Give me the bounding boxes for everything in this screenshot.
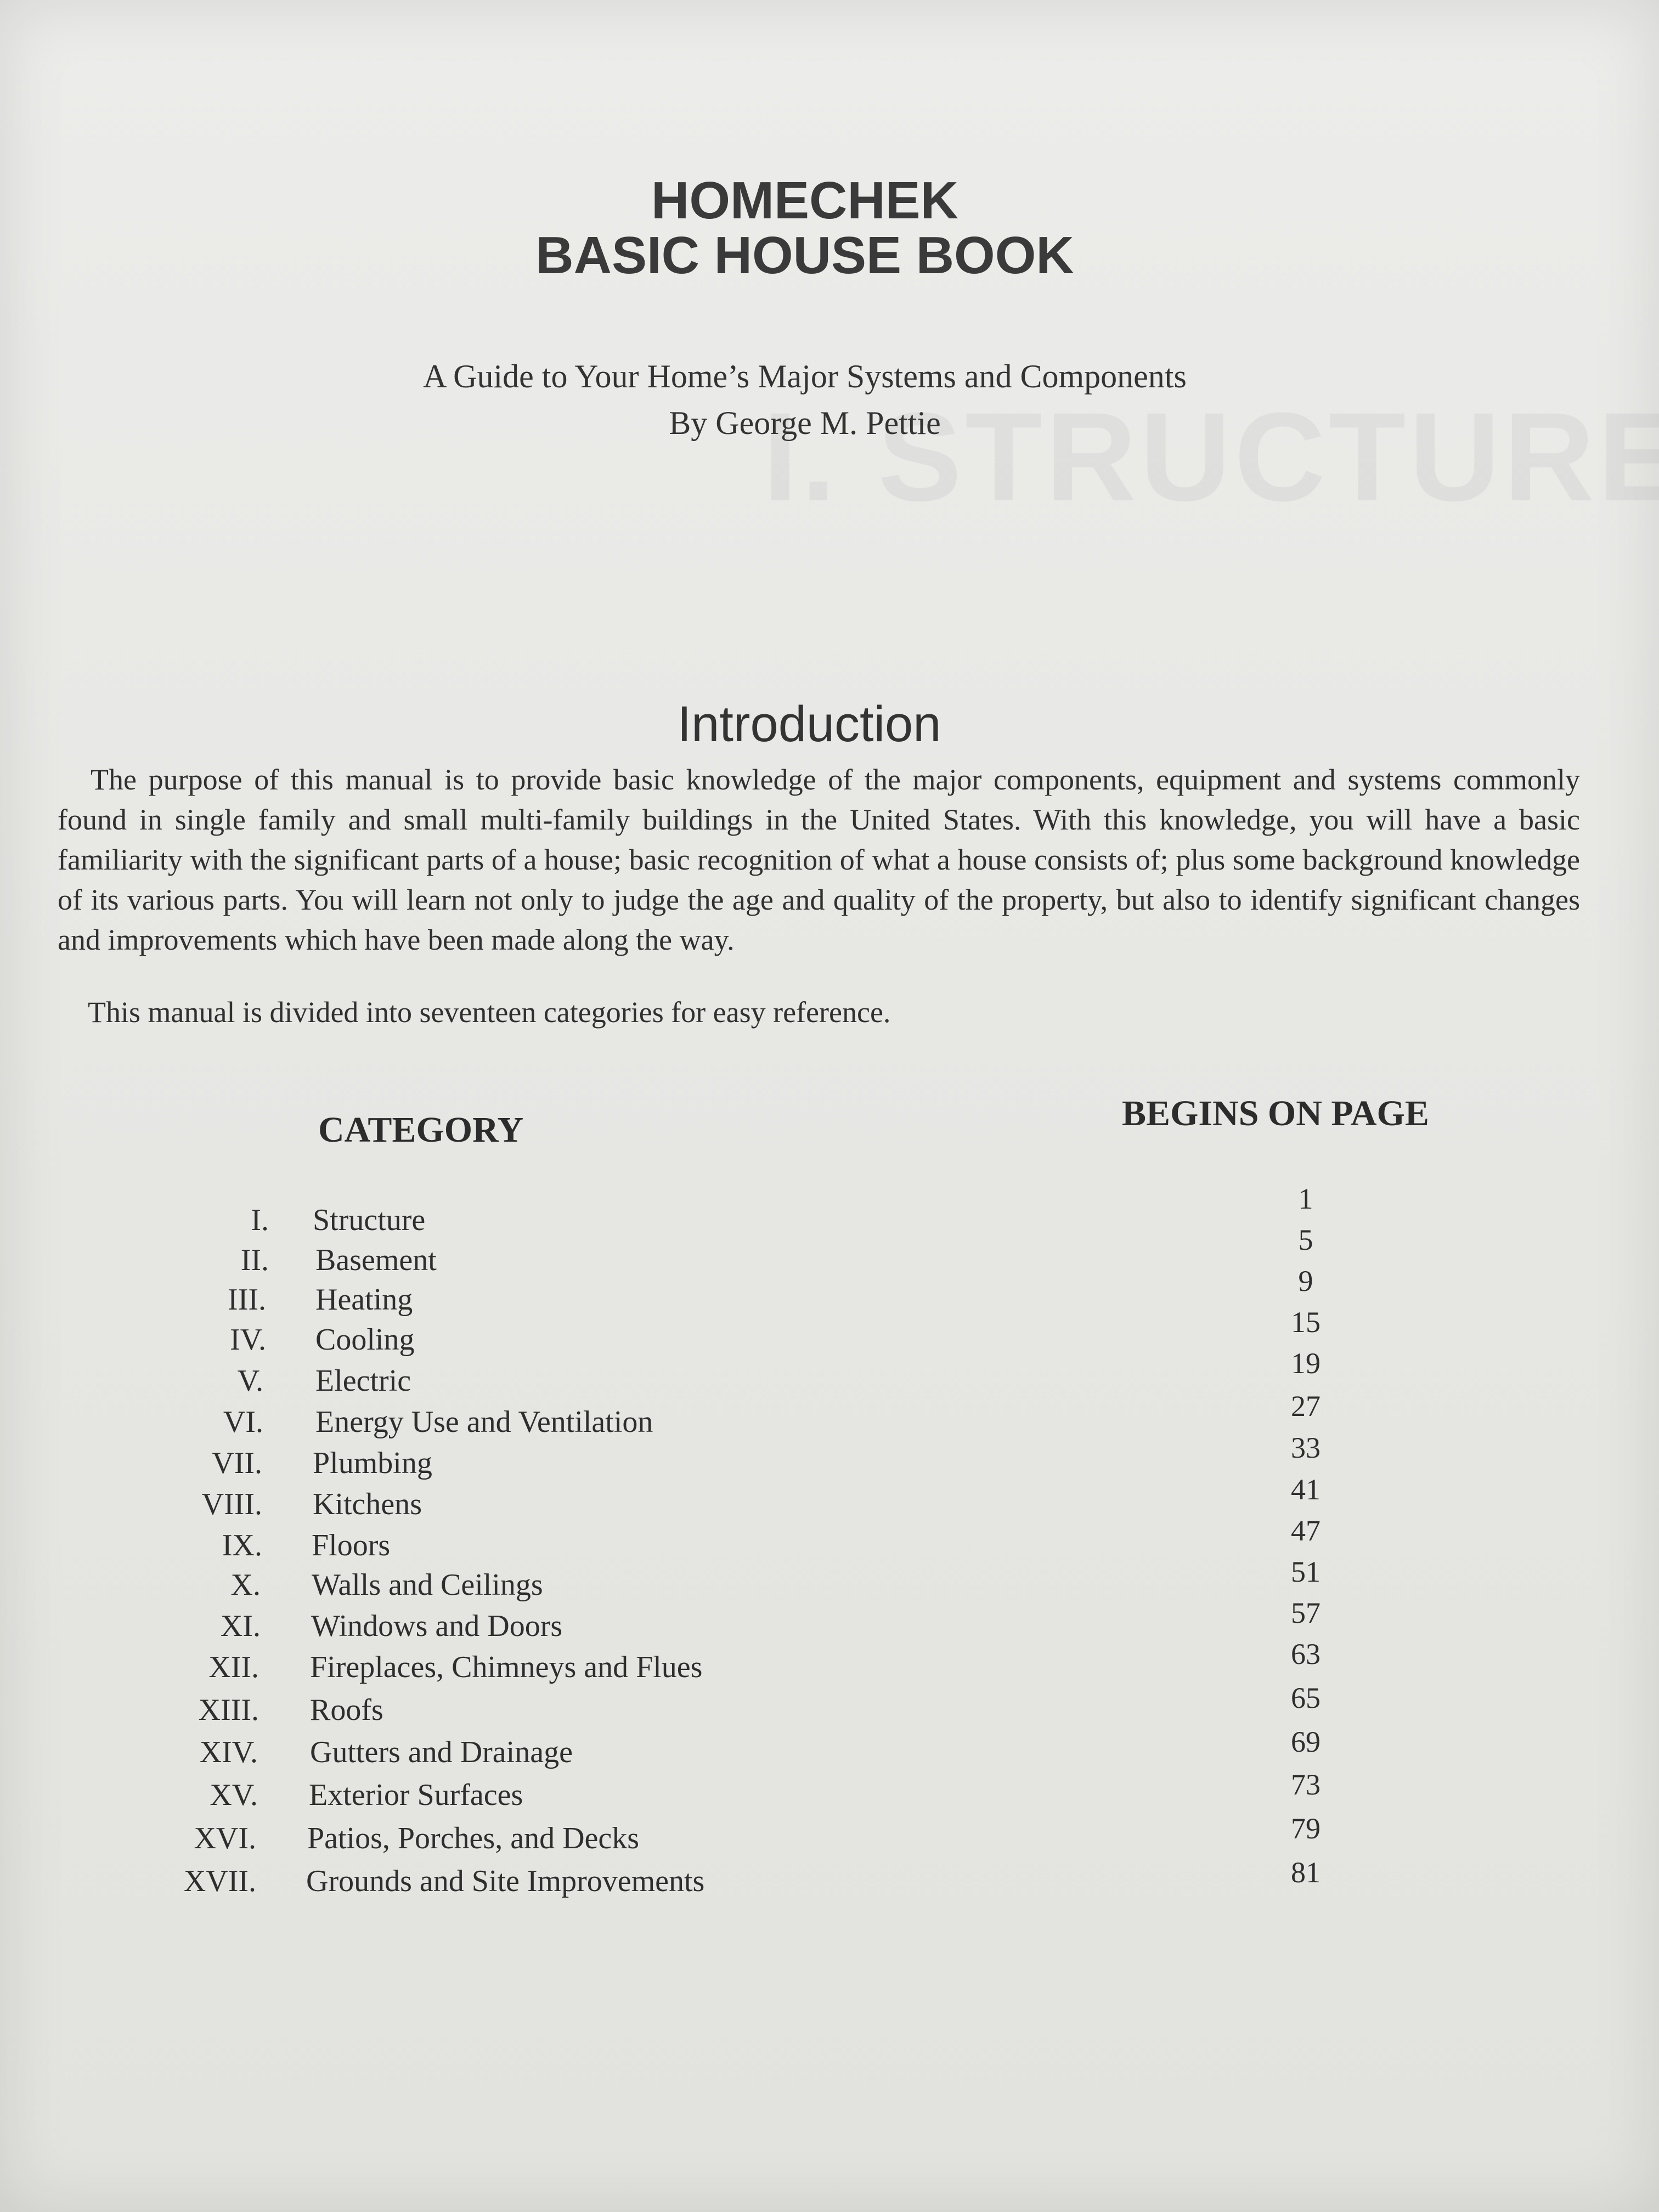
toc-category-number: IX. — [222, 1528, 262, 1562]
toc-page-number: 33 — [1291, 1431, 1321, 1464]
toc-page-number: 51 — [1291, 1555, 1321, 1588]
categories-note: This manual is divided into seventeen categories for easy reference. — [88, 996, 891, 1029]
toc-page-number: 19 — [1291, 1347, 1321, 1380]
toc-category-label: Patios, Porches, and Decks — [307, 1821, 640, 1855]
book-author: By George M. Pettie — [669, 405, 941, 441]
toc-page-number: 47 — [1291, 1514, 1321, 1547]
toc-category-label: Energy Use and Ventilation — [315, 1405, 653, 1439]
toc-page-number: 73 — [1291, 1768, 1321, 1801]
toc-page-number: 41 — [1291, 1473, 1321, 1506]
toc-page-number: 27 — [1291, 1390, 1321, 1423]
book-title-line2: BASIC HOUSE BOOK — [535, 226, 1074, 285]
toc-category-number: X. — [230, 1568, 261, 1602]
toc-page-number: 81 — [1291, 1856, 1321, 1889]
toc-category-number: VIII. — [201, 1487, 262, 1521]
toc-page-number: 9 — [1298, 1265, 1313, 1297]
toc-page-number: 5 — [1298, 1223, 1313, 1256]
toc-category-number: VII. — [212, 1446, 262, 1480]
toc-category-number: XIII. — [198, 1693, 259, 1727]
toc-category-label: Exterior Surfaces — [309, 1778, 523, 1812]
toc-category-label: Kitchens — [313, 1487, 422, 1521]
book-subtitle: A Guide to Your Home’s Major Systems and Components — [423, 358, 1187, 394]
toc-category-label: Walls and Ceilings — [312, 1568, 543, 1602]
toc-category-number: V. — [237, 1364, 263, 1398]
toc-category-number: III. — [228, 1283, 266, 1317]
toc-page-number: 15 — [1291, 1306, 1321, 1339]
toc-category-number: XVII. — [183, 1864, 256, 1898]
toc-category-label: Electric — [315, 1364, 411, 1398]
introduction-paragraph: The purpose of this manual is to provide basic knowledge of the major components, equipment and systems commonly found in single family and small multi-family buildings in the United States. With this knowledge, you will have a basic familiarity with the significant parts of a house; basic recognition of what a house consists of; plus some background knowledge of its various parts. You will learn not only to judge the age and quality of the property, but also to identify significant changes and improvements which have been made along the way. — [58, 763, 1580, 956]
toc-category-label: Grounds and Site Improvements — [306, 1864, 705, 1898]
toc-category-number: I. — [251, 1203, 269, 1237]
toc-page-number: 57 — [1291, 1596, 1321, 1629]
toc-category-number: XI. — [220, 1609, 261, 1643]
book-title-line1: HOMECHEK — [651, 171, 958, 230]
toc-category-number: IV. — [230, 1323, 266, 1357]
toc-page-number: 79 — [1291, 1812, 1321, 1845]
toc-page-number: 69 — [1291, 1725, 1321, 1758]
toc-category-label: Gutters and Drainage — [310, 1735, 573, 1769]
toc-page-number: 1 — [1298, 1182, 1313, 1215]
toc-category-number: VI. — [223, 1405, 263, 1439]
category-column-header: CATEGORY — [318, 1110, 524, 1150]
toc-page-number: 65 — [1291, 1681, 1321, 1714]
toc-category-label: Windows and Doors — [311, 1609, 563, 1643]
toc-category-number: II. — [240, 1243, 269, 1277]
toc-page-number: 63 — [1291, 1638, 1321, 1671]
toc-category-label: Floors — [312, 1528, 391, 1562]
toc-category-number: XIV. — [199, 1735, 258, 1769]
toc-category-number: XII. — [208, 1650, 259, 1684]
page-column-header: BEGINS ON PAGE — [1122, 1093, 1429, 1133]
toc-category-label: Cooling — [315, 1323, 415, 1357]
toc-category-label: Basement — [315, 1243, 437, 1277]
toc-category-label: Structure — [313, 1203, 426, 1237]
toc-category-label: Roofs — [310, 1693, 383, 1727]
toc-category-label: Fireplaces, Chimneys and Flues — [310, 1650, 703, 1684]
toc-category-label: Plumbing — [313, 1446, 432, 1480]
introduction-heading: Introduction — [677, 696, 941, 752]
toc-category-number: XVI. — [194, 1821, 256, 1855]
toc-category-label: Heating — [315, 1283, 413, 1317]
toc-category-number: XV. — [210, 1778, 258, 1812]
